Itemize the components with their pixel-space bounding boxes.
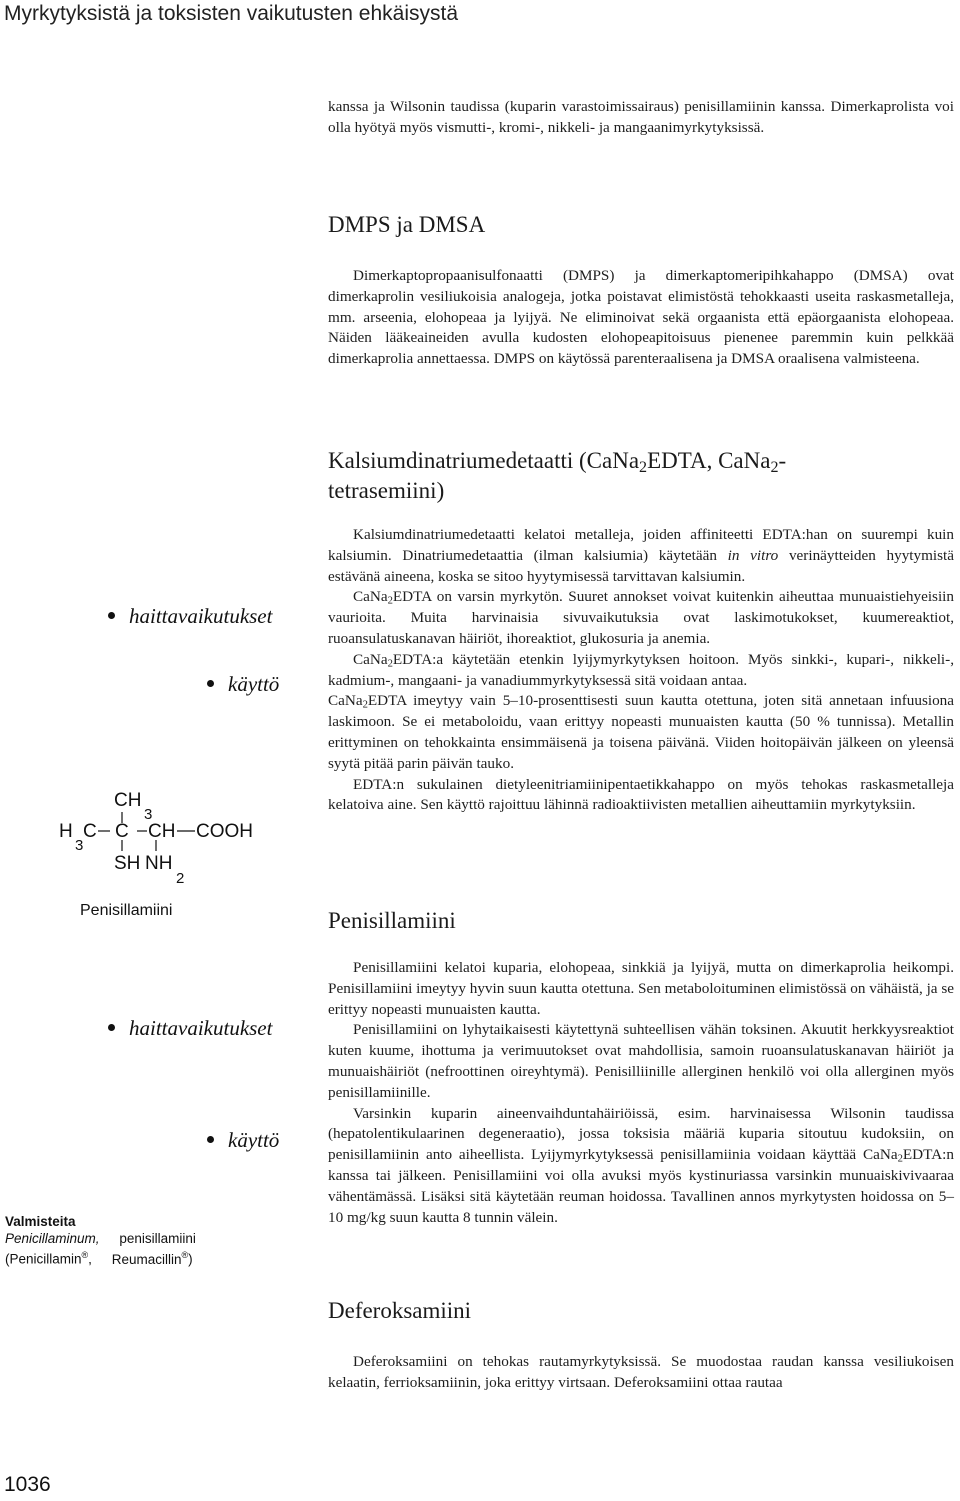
structure-caption: Penisillamiini [80,902,173,919]
edta-heading-part3: - [778,448,787,473]
running-header: Myrkytyksistä ja toksisten vaikutusten ehkäisystä [4,2,459,25]
page-number: 1036 [4,1473,51,1496]
preparations-box [5,1213,265,1268]
edta-heading-line2: tetrasemiini) [328,478,445,503]
structure-sh: SH [114,853,141,874]
dmps-paragraph: Dimerkaptopropaanisulfonaatti (DMPS) ja dimerkaptomeripihkahappo (DMSA) ovat dimerkaprolin vesiliukoisia analogeja, jotka poistavat elimistöstä tehokkaasti useita raskasmetalleja, mm. arseenia, elohopeaa ja lyijyä. Ne eliminoivat sekä orgaanista että epäorgaanista elohopeaa. Näiden lääkeaineiden avulla kudosten elohopeapitoisuus pienenee paremmin kuin pelkkää dimerkaprolia annettaessa. DMPS on käytössä parenteraalisena ja DMSA oraalisena valmisteena. [328,267,954,368]
deferoksamiini-heading: Deferoksamiini [328,1298,472,1323]
edta-section [328,525,954,816]
penisillamiini-paragraph-2: Penisillamiini on lyhytaikaisesti käytettynä suhteellisen vähän toksinen. Akuutit herkkyysreaktiot kuten kuume, ihottuma ja verimuutokset ovat mahdollisia, samoin ruoansulatuskanavan häiriöt ja munuaishäiriöt (nefroottinen oireyhtymä). Penisilliinille allerginen henkilö voi olla allerginen myös penisillamiinille. [328,1021,954,1101]
edta-p4-a: CaNa [328,692,363,710]
dmps-heading: DMPS ja DMSA [328,212,486,237]
edta-p2-sub: 2 [387,596,393,608]
bullet-icon [108,1024,115,1031]
structure-h: H [59,821,73,842]
brand-reumacillin: Reumacillin [111,1251,182,1267]
structure-c2: C [115,821,129,842]
edta-heading-part1: Kalsiumdinatriumedetaatti (CaNa [328,448,640,473]
preparations-comma: , [88,1251,92,1267]
brand-penicillamin: (Penicillamin [5,1251,82,1267]
edta-p3-sub: 2 [387,658,393,670]
preparations-close-paren: ) [188,1251,193,1267]
structure-cooh: COOH [196,821,253,842]
penisillamiini-paragraph-3 [328,1104,954,1229]
edta-p3-a: CaNa [353,650,388,668]
edta-p1-after: verinäytteiden hyytymistä estävänä aineena, koska se sitoo hyytymisessä tarvittavan kalsiumin. [328,546,955,585]
edta-heading-sub2: 2 [770,459,779,477]
edta-p3-b: EDTA:a käytetään etenkin lyijymyrkytyksen hoitoon. Myös sinkki-, kupari-, nikkeli-, kadmium-, mangaani- ja vanadiummyrkytyksessä sitä voidaan antaa. [328,650,954,689]
structure-ch: CH [114,790,142,811]
preparations-line-2 [5,1230,265,1247]
edta-paragraph-2 [328,587,954,649]
bullet-icon [108,612,115,619]
dmps-section [328,266,954,370]
penisillamiini-p3-a: Varsinkin kuparin aineenvaihduntahäiriöissä, esim. harvinaisessa Wilsonin taudissa (hepatolentikulaarinen degeneraatio), jossa toksisia määriä kuparia sitoutuu kudoksiin, on penisillamiinin anto aiheellista. Lyijymyrkytyksessä penisillamiinia voidaan käyttää CaNa [328,1104,954,1164]
deferoksamiini-paragraph-1: Deferoksamiini on tehokas rautamyrkytyksissä. Se muodostaa raudan kanssa vesiliukoisen kelaatin, ferrioksamiinin, joka erittyy virtsaan. Deferoksamiini ottaa rautaa [328,1353,954,1391]
deferoksamiini-section [328,1352,954,1394]
structure-c1: C [83,821,97,842]
registered-mark: ® [181,1250,189,1260]
bullet-icon [207,680,214,687]
edta-p4-sub: 2 [362,700,368,712]
penisillamiini-paragraph-1: Penisillamiini kelatoi kuparia, elohopeaa, sinkkiä ja lyijyä, mutta on dimerkaprolia heikompi. Penisillamiini imeytyy hyvin suun kautta otettuna. Sen metaboloituminen elimistössä on vähäistä, ja se erittyy nopeasti munuaisten kautta. [328,959,954,1018]
edta-paragraph-4 [328,691,954,774]
edta-paragraph-3 [328,650,954,692]
penisillamiini-heading: Penisillamiini [328,908,456,933]
margin-haitta1-label: haittavaikutukset [129,604,273,628]
preparations-finnish-name: penisillamiini [119,1231,196,1246]
edta-p4-b: EDTA imeytyy vain 5–10-prosenttisesti suun kautta otettuna, joten sitä annetaan infuusiona laskimoon. Se ei metaboloidu, vaan erittyy nopeasti munuaisten kautta (50 % tunnissa). Metallin erittyminen on tehokkainta ensimmäisenä ja toisena päivänä. Viiden hoitopäivän jälkeen on yleensä syytä pitää parin päivän tauko. [328,692,954,772]
structure-ch2: CH [148,821,176,842]
edta-p1-italic: in vitro [727,546,779,564]
penisillamiini-p3-sub: 2 [897,1153,903,1165]
structure-h-sub: 3 [75,837,84,854]
intro-paragraph [328,97,954,139]
edta-heading-sub1: 2 [639,459,648,477]
registered-mark: ® [81,1250,89,1260]
bullet-icon [207,1136,214,1143]
structure-ch-sub: 3 [144,806,153,823]
margin-kaytto-1 [207,672,279,697]
intro-text: kanssa ja Wilsonin taudissa (kuparin varastoimissairaus) penisillamiinin kanssa. Dimerkaprolista voi olla hyötyä myös vismutti-, kromi-, nikkeli- ja mangaanimyrkytyksissä. [328,98,954,136]
edta-heading-part2: EDTA, CaNa [647,448,771,473]
preparations-line-3 [5,1247,265,1268]
edta-paragraph-5: EDTA:n sukulainen dietyleenitriamiinipentaetikkahappo on myös tehokas raskasmetalleja kelatoiva aine. Sen käyttö rajoittuu lähinnä radioaktiivisten metallien aiheuttamiin myrkytyksiin. [328,775,954,814]
penisillamiini-section [328,958,954,1228]
edta-heading [328,446,928,506]
margin-haitta2-label: haittavaikutukset [129,1016,273,1040]
structure-nh: NH [145,853,173,874]
penisillamiini-p3-b: EDTA:n kanssa tai jälkeen. Penisillamiini voi olla avuksi myös kystinuriassa varsinkin munuaiskivivaaraa vähentämässä. Lisäksi sitä käytetään reuman hoidossa. Tavallinen annos myrkytysten hoidossa on 5–10 mg/kg suun kautta 8 tunnin välein. [328,1146,954,1226]
edta-paragraph-1 [328,525,954,587]
margin-kaytto2-label: käyttö [228,1128,280,1152]
edta-p2-b: EDTA on varsin myrkytön. Suuret annokset voivat kuitenkin aiheuttaa munuaistiehyeisiin vaurioita. Muita harvinaisia sivuvaikutuksia ovat laskimotukokset, kuumereaktiot, ruoansulatuskanavan häiriöt, ihoreaktiot, glukosuria ja anemia. [328,588,954,647]
edta-p1-before: Kalsiumdinatriumedetaatti kelatoi metalleja, joiden affiniteetti EDTA:han on suurempi kuin kalsiumin. Dinatriumedetaattia (ilman kalsiumia) käytetään [328,526,954,564]
preparations-latin-name: Penicillaminum, [5,1231,100,1246]
margin-kaytto-2 [207,1128,279,1153]
margin-haittavaikutukset-1 [108,604,272,629]
margin-kaytto1-label: käyttö [228,672,280,696]
preparations-title: Valmisteita [5,1214,76,1229]
margin-haittavaikutukset-2 [108,1016,272,1041]
edta-p2-a: CaNa [353,588,388,606]
structure-nh-sub: 2 [176,870,185,887]
